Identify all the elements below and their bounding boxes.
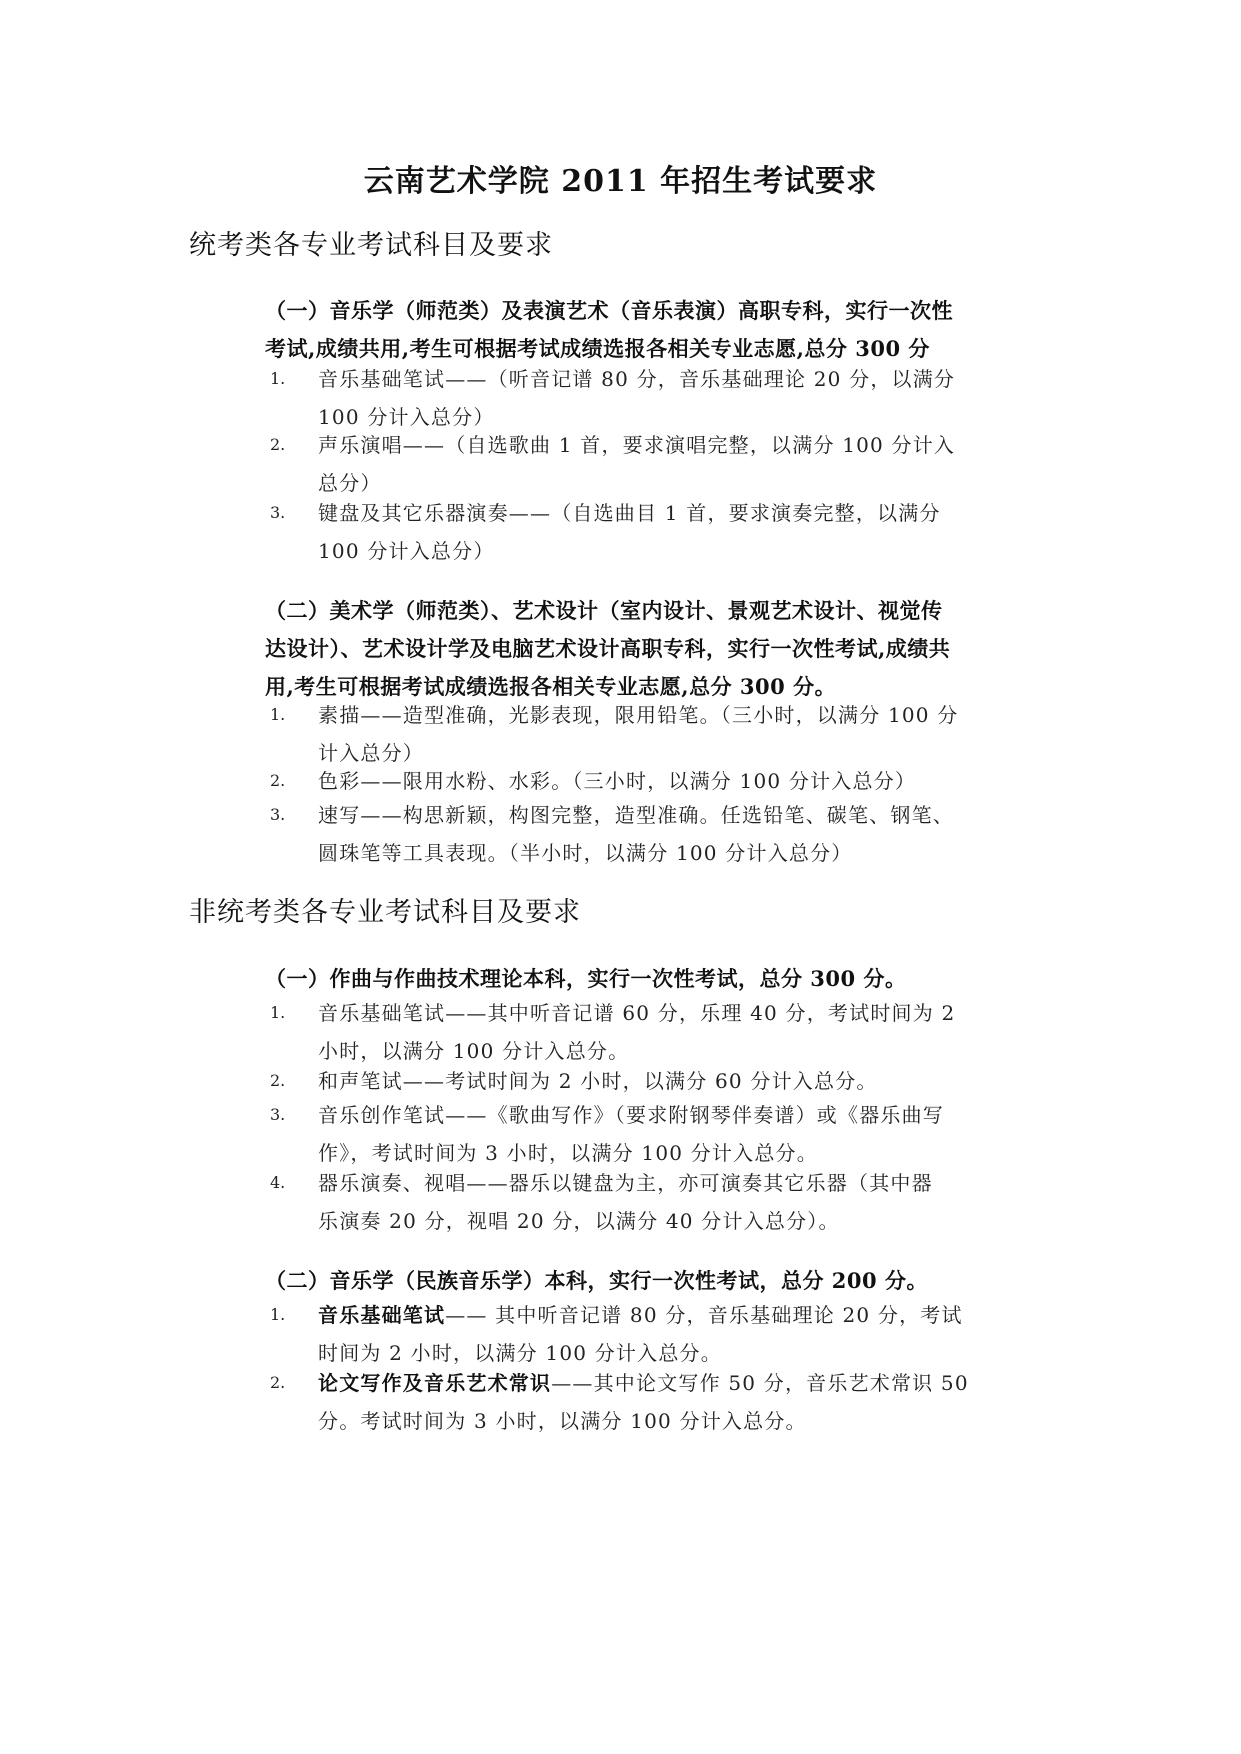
list-item-line: 音乐基础笔试——其中听音记谱 60 分，乐理 40 分，考试时间为 2 [318, 1001, 956, 1025]
list-item-line: 计入总分） [318, 741, 424, 765]
list-item-line [318, 1296, 1058, 1334]
list-item-line: 键盘及其它乐器演奏——（自选曲目 1 首，要求演奏完整，以满分 [318, 501, 941, 525]
group-heading-fine-art-design [265, 592, 1055, 706]
list-item-text [318, 360, 1058, 436]
list-item-number: 2. [270, 1373, 286, 1392]
list-item-number: 1. [270, 369, 286, 388]
list-item-number: 3. [270, 1105, 286, 1124]
list-item-line: 小时，以满分 100 分计入总分。 [318, 1039, 630, 1063]
group-heading-line: （一）音乐学（师范类）及表演艺术（音乐表演）高职专科，实行一次性 [265, 298, 953, 323]
list-item-number: 2. [270, 771, 286, 790]
list-item-line: 圆珠笔等工具表现。（半小时，以满分 100 分计入总分） [318, 841, 853, 865]
document-title: 云南艺术学院 2011 年招生考试要求 [363, 164, 878, 199]
list-item-line: 速写——构思新颖，构图完整，造型准确。任选铅笔、碳笔、钢笔、 [318, 803, 954, 827]
list-item-line: 总分） [318, 471, 382, 495]
list-item-number: 1. [270, 1305, 286, 1324]
list-item-text [318, 1096, 1058, 1172]
list-item-number: 1. [270, 1003, 286, 1022]
list-item-text [318, 1164, 1058, 1240]
list-item-line: 乐演奏 20 分，视唱 20 分，以满分 40 分计入总分）。 [318, 1209, 840, 1233]
list-item-number: 3. [270, 503, 286, 522]
list-item-line: 时间为 2 小时，以满分 100 分计入总分。 [318, 1341, 722, 1365]
section-heading-unified-exam: 统考类各专业考试科目及要求 [189, 230, 553, 261]
list-item-line: 和声笔试——考试时间为 2 小时，以满分 60 分计入总分。 [318, 1069, 878, 1093]
group-heading-line: 用,考生可根据考试成绩选报各相关专业志愿,总分 300 分。 [265, 674, 837, 699]
list-item-number: 2. [270, 1071, 286, 1090]
list-item-number: 3. [270, 805, 286, 824]
list-item-bold-term: 论文写作及音乐艺术常识 [318, 1371, 552, 1395]
list-item-text [318, 762, 1058, 800]
list-item-text [318, 1296, 1058, 1372]
list-item-line: 音乐创作笔试——《歌曲写作》（要求附钢琴伴奏谱）或《器乐曲写 [318, 1103, 944, 1127]
list-item-line: 器乐演奏、视唱——器乐以键盘为主，亦可演奏其它乐器（其中器 [318, 1171, 933, 1195]
group-heading-composition [265, 960, 1055, 998]
list-item-line-rest: —— 其中听音记谱 80 分，音乐基础理论 20 分，考试 [445, 1303, 963, 1327]
group-heading-ethnomusicology [265, 1262, 1055, 1300]
list-item-text [318, 696, 1058, 772]
list-item-number: 2. [270, 435, 286, 454]
list-item-line: 作》，考试时间为 3 小时，以满分 100 分计入总分。 [318, 1141, 818, 1165]
list-item-line: 音乐基础笔试——（听音记谱 80 分，音乐基础理论 20 分，以满分 [318, 367, 956, 391]
list-item-line: 素描——造型准确，光影表现，限用铅笔。（三小时，以满分 100 分 [318, 703, 959, 727]
group-heading-line: （二）美术学（师范类）、艺术设计（室内设计、景观艺术设计、视觉传 [265, 598, 943, 623]
list-item-text [318, 426, 1058, 502]
list-item-line: 声乐演唱——（自选歌曲 1 首，要求演唱完整，以满分 100 分计入 [318, 433, 956, 457]
group-heading-line: 达设计）、艺术设计学及电脑艺术设计高职专科，实行一次性考试,成绩共 [265, 636, 951, 661]
list-item-text [318, 796, 1058, 872]
group-heading-music-performance [265, 292, 1055, 368]
group-heading-line: （二）音乐学（民族音乐学）本科，实行一次性考试，总分 200 分。 [265, 1268, 928, 1293]
list-item-number: 4. [270, 1173, 286, 1192]
list-item-line: 100 分计入总分） [318, 539, 495, 563]
list-item-line-rest: ——其中论文写作 50 分，音乐艺术常识 50 [551, 1371, 969, 1395]
list-item-text [318, 1062, 1058, 1100]
section-heading-non-unified-exam: 非统考类各专业考试科目及要求 [189, 897, 581, 928]
list-item-line: 分。考试时间为 3 小时，以满分 100 分计入总分。 [318, 1409, 807, 1433]
list-item-line [318, 1364, 1058, 1402]
list-item-text [318, 1364, 1058, 1440]
list-item-number: 1. [270, 705, 286, 724]
list-item-line: 色彩——限用水粉、水彩。（三小时，以满分 100 分计入总分） [318, 769, 917, 793]
group-heading-line: （一）作曲与作曲技术理论本科，实行一次性考试，总分 300 分。 [265, 966, 907, 991]
list-item-line: 100 分计入总分） [318, 405, 495, 429]
group-heading-line: 考试,成绩共用,考生可根据考试成绩选报各相关专业志愿,总分 300 分 [265, 336, 930, 361]
list-item-text [318, 994, 1058, 1070]
list-item-bold-term: 音乐基础笔试 [318, 1303, 446, 1327]
list-item-text [318, 494, 1058, 570]
